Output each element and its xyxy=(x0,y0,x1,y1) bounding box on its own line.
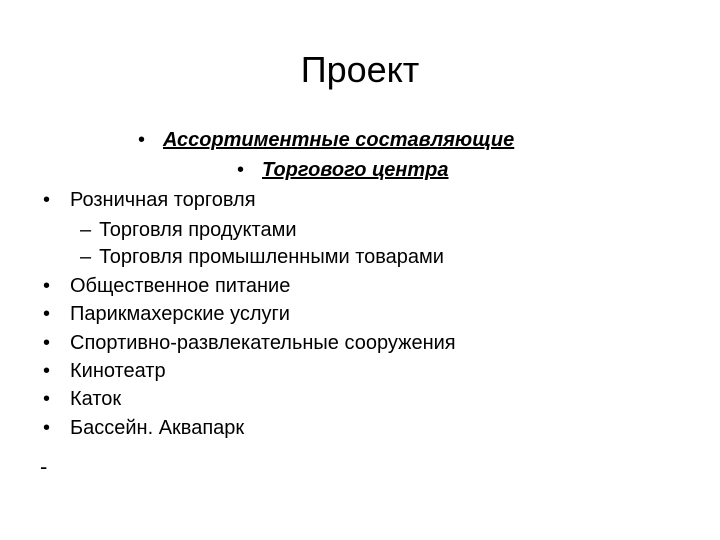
sub-list-item xyxy=(80,218,297,242)
list-bullet: • xyxy=(43,360,51,382)
dash-mark: – xyxy=(80,246,92,268)
dash-mark: – xyxy=(80,219,92,241)
list-item: Розничная торговля xyxy=(70,189,256,211)
heading-assortment: Ассортиментные составляющие xyxy=(163,129,515,151)
slide-title: Проект xyxy=(300,49,420,90)
heading-bullet-2: • xyxy=(237,159,245,181)
list-bullet: • xyxy=(43,303,51,325)
list-item: Каток xyxy=(70,388,122,410)
list-bullet: • xyxy=(43,388,51,410)
list-item: Бассейн. Аквапарк xyxy=(70,417,245,439)
list-bullet: • xyxy=(43,275,51,297)
list-item: Общественное питание xyxy=(70,275,291,297)
sub-list-item xyxy=(80,245,444,269)
list-bullet: • xyxy=(43,417,51,439)
stray-dash-mark: - xyxy=(40,454,48,479)
list-item: Кинотеатр xyxy=(70,360,166,382)
heading-mall: Торгового центра xyxy=(262,159,449,181)
heading-bullet-1: • xyxy=(138,129,146,151)
sub-list-item-label: Торговля промышленными товарами xyxy=(99,246,444,268)
list-item: Спортивно-развлекательные сооружения xyxy=(70,332,456,354)
sub-list-item-label: Торговля продуктами xyxy=(99,219,297,241)
list-item: Парикмахерские услуги xyxy=(70,303,290,325)
list-bullet: • xyxy=(43,332,51,354)
list-bullet: • xyxy=(43,189,51,211)
